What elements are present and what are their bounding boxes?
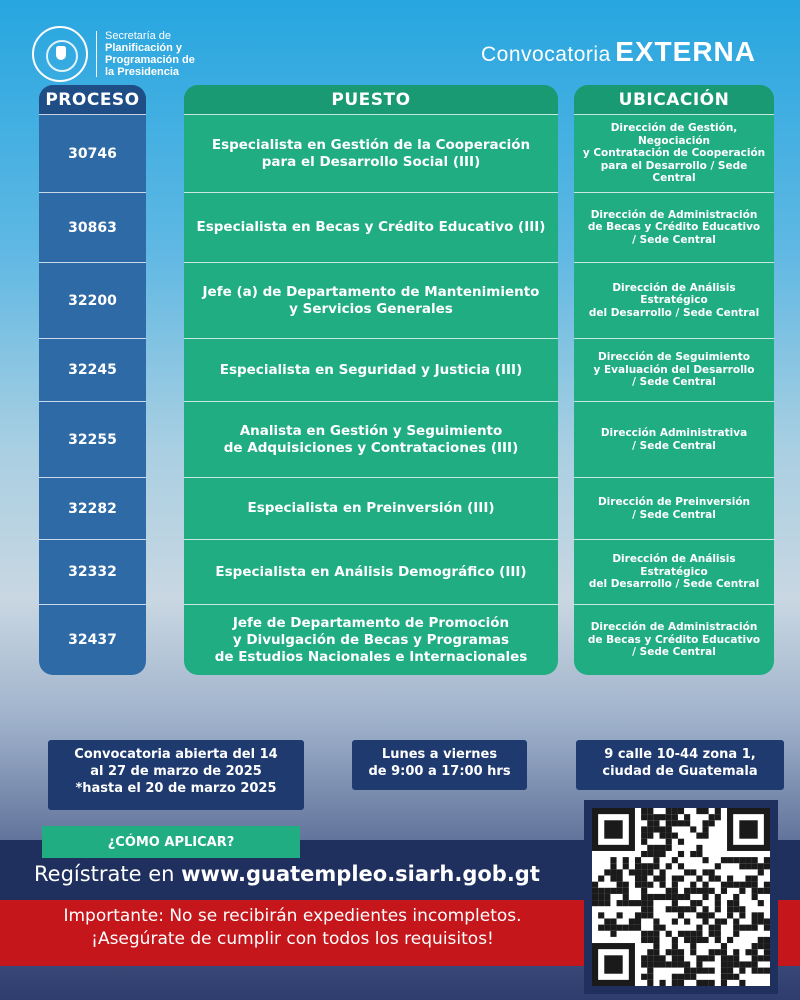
logo-text: [105, 30, 195, 78]
como-aplicar-label: ¿CÓMO APLICAR?: [42, 826, 300, 858]
logo-line-2: Planificación y: [105, 42, 183, 54]
ubicacion-cell: Dirección Administrativa / Sede Central: [574, 401, 774, 477]
proceso-header: PROCESO: [39, 85, 146, 115]
logo-divider: [96, 31, 97, 77]
proceso-cell: 30746: [39, 114, 146, 192]
ubicacion-header: UBICACIÓN: [574, 85, 774, 115]
guatemala-seal-icon: [32, 26, 88, 82]
logo-line-1: Secretaría de: [105, 30, 172, 42]
proceso-cell: 32332: [39, 539, 146, 604]
puesto-cell: Analista en Gestión y Seguimiento de Adquisiciones y Contrataciones (III): [184, 401, 558, 477]
puesto-cell: Especialista en Análisis Demográfico (III): [184, 539, 558, 604]
proceso-column: [39, 85, 146, 675]
puesto-cell: Especialista en Gestión de la Cooperación para el Desarrollo Social (III): [184, 114, 558, 192]
puesto-cell: Especialista en Seguridad y Justicia (III): [184, 338, 558, 401]
logo-line-3: Programación de: [105, 54, 195, 66]
proceso-cell: 32245: [39, 338, 146, 401]
importante-text: Importante: No se recibirán expedientes incompletos. ¡Asegúrate de cumplir con todos los requisitos!: [63, 906, 522, 949]
proceso-cell: 30863: [39, 192, 146, 262]
sdp-logo: [32, 26, 195, 82]
convocatoria-label: Convocatoria: [481, 43, 611, 66]
proceso-cell: 32255: [39, 401, 146, 477]
puesto-cell: Especialista en Preinversión (III): [184, 477, 558, 539]
puesto-cell: Jefe de Departamento de Promoción y Divulgación de Becas y Programas de Estudios Nacionales e Internacionales: [184, 604, 558, 675]
logo-line-4: la Presidencia: [105, 66, 179, 78]
ubicacion-cell: Dirección de Preinversión / Sede Central: [574, 477, 774, 539]
ubicacion-column: [574, 85, 774, 675]
puesto-column: [184, 85, 558, 675]
proceso-cell: 32200: [39, 262, 146, 338]
ubicacion-cell: Dirección de Gestión, Negociación y Contratación de Cooperación para el Desarrollo / Sede Central: [574, 114, 774, 192]
fechas-box: Convocatoria abierta del 14 al 27 de marzo de 2025 *hasta el 20 de marzo 2025: [48, 740, 304, 810]
convocatoria-type: EXTERNA: [615, 36, 756, 67]
qr-code[interactable]: [584, 800, 778, 994]
puesto-cell: Especialista en Becas y Crédito Educativo (III): [184, 192, 558, 262]
direccion-box: 9 calle 10-44 zona 1, ciudad de Guatemala: [576, 740, 784, 790]
puesto-cell: Jefe (a) de Departamento de Mantenimiento y Servicios Generales: [184, 262, 558, 338]
registrate-label: Regístrate en: [34, 862, 182, 886]
proceso-cell: 32437: [39, 604, 146, 675]
ubicacion-cell: Dirección de Administración de Becas y Crédito Educativo / Sede Central: [574, 604, 774, 675]
horario-box: Lunes a viernes de 9:00 a 17:00 hrs: [352, 740, 527, 790]
puesto-header: PUESTO: [184, 85, 558, 115]
guatempleo-link[interactable]: www.guatempleo.siarh.gob.gt: [181, 862, 540, 886]
ubicacion-cell: Dirección de Análisis Estratégico del Desarrollo / Sede Central: [574, 262, 774, 338]
convocatoria-title: [481, 36, 756, 68]
proceso-cell: 32282: [39, 477, 146, 539]
ubicacion-cell: Dirección de Seguimiento y Evaluación del Desarrollo / Sede Central: [574, 338, 774, 401]
registrate-text: [34, 862, 540, 886]
qr-code-icon: [592, 808, 770, 986]
ubicacion-cell: Dirección de Análisis Estratégico del Desarrollo / Sede Central: [574, 539, 774, 604]
ubicacion-cell: Dirección de Administración de Becas y Crédito Educativo / Sede Central: [574, 192, 774, 262]
